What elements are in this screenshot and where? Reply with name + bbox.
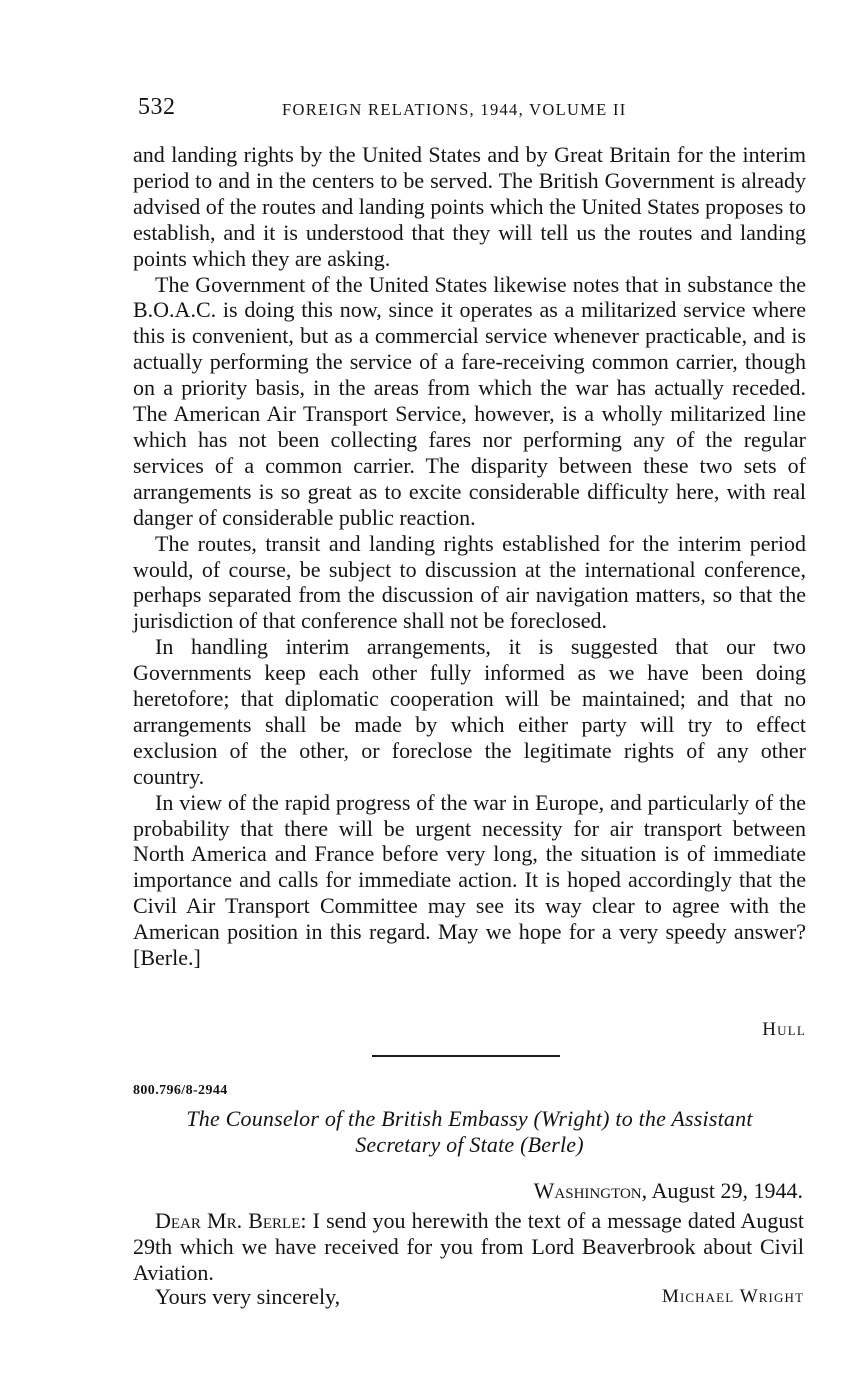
file-number: 800.796/8-2944 — [133, 1083, 228, 1098]
document-title — [133, 1106, 806, 1158]
page-number: 532 — [138, 94, 176, 120]
body-paragraph: The routes, transit and landing rights established for the interim period would, of course, be subject to discussion at the international conference, perhaps separated from the discussion of air navigation matters, so that the jurisdiction of that conference shall not be foreclosed. — [133, 530, 806, 634]
body-text — [133, 142, 806, 971]
running-title: FOREIGN RELATIONS, 1944, VOLUME II — [282, 100, 627, 119]
signature-hull: Hull — [762, 1019, 806, 1040]
letter-paragraph — [133, 1208, 804, 1286]
body-paragraph: and landing rights by the United States and by Great Britain for the interim period to and in the centers to be served. The British Government is already advised of the routes and landing points which the United States proposes to establish, and it is understood that they will tell us the routes and landing points which they are asking. — [133, 142, 806, 271]
document-title-line-1: The Counselor of the British Embassy (Wright) to the Assistant — [186, 1106, 753, 1131]
dateline-place: Washington, — [533, 1178, 648, 1203]
dateline — [534, 1178, 803, 1204]
document-title-line-2: Secretary of State (Berle) — [355, 1132, 584, 1157]
salutation: Dear Mr. Berle — [155, 1208, 301, 1233]
letter-body — [133, 1208, 804, 1286]
letter-closing — [133, 1284, 804, 1312]
signatory: Michael Wright — [661, 1286, 804, 1307]
letter-text: : I send you herewith the text of a message dated August 29th which we have received for you from Lord Beaverbrook about Civil Aviation. — [133, 1208, 805, 1285]
body-paragraph: In handling interim arrangements, it is suggested that our two Governments keep each other fully informed as we have been doing heretofore; that diplomatic cooperation will be maintained; and that no arrangements shall be made by which either party will try to effect exclusion of the other, or foreclose the legitimate rights of any other country. — [133, 634, 806, 789]
body-paragraph: The Government of the United States likewise notes that in substance the B.O.A.C. is doing this now, since it operates as a militarized service where this is convenient, but as a commercial service whenever practicable, and is actually performing the service of a fare-receiving common carrier, though on a priority basis, in the areas from which the war has actually receded. The American Air Transport Service, however, is a wholly militarized line which has not been collecting fares nor performing any of the regular services of a common carrier. The disparity between these two sets of arrangements is so great as to excite considerable difficulty here, with real danger of considerable public reaction. — [133, 271, 806, 530]
closing-phrase: Yours very sincerely, — [155, 1284, 341, 1309]
page-header — [138, 94, 808, 128]
body-paragraph: In view of the rapid progress of the war in Europe, and particularly of the probability that there will be urgent necessity for air transport between North America and France before very long, the situation is of immediate importance and calls for immediate action. It is hoped accordingly that the Civil Air Transport Committee may see its way clear to agree with the American position in this regard. May we hope for a very speedy answer? [Berle.] — [133, 789, 806, 971]
dateline-date: August 29, 1944. — [651, 1178, 803, 1203]
section-divider — [372, 1055, 560, 1057]
